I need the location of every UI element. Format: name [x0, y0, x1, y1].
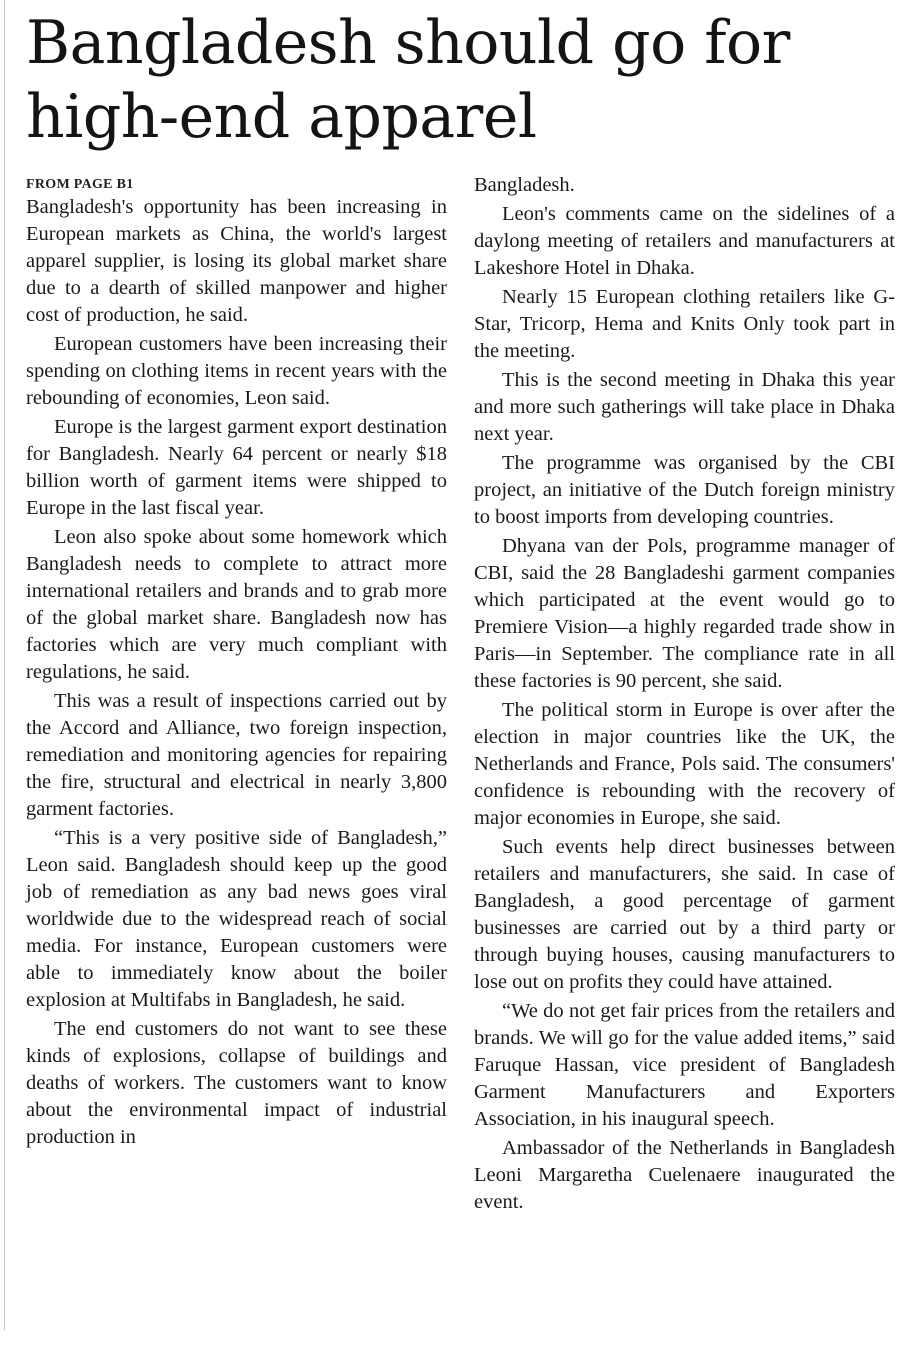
left-margin-rule: [4, 0, 5, 1330]
jump-line: FROM PAGE B1: [26, 177, 134, 192]
headline: Bangladesh should go for high-end apparel: [26, 8, 790, 152]
paragraph: European customers have been increasing their spending on clothing items in recent years with the rebounding of economies, Leon said.: [26, 333, 447, 409]
paragraph: Leon's comments came on the sidelines of a daylong meeting of retailers and manufacturers at Lakeshore Hotel in Dhaka.: [474, 203, 895, 279]
paragraph: Such events help direct businesses between retailers and manufacturers, she said. In case of Bangladesh, a good percentage of garment businesses are carried out by a third party or through buying houses, causing manufacturers to lose out on profits they could have attained.: [474, 836, 895, 993]
paragraph: The programme was organised by the CBI project, an initiative of the Dutch foreign ministry to boost imports from developing countries.: [474, 452, 895, 528]
paragraph: Bangladesh's opportunity has been increasing in European markets as China, the world's largest apparel supplier, is losing its global market share due to a dearth of skilled manpower and higher cost of production, he said.: [26, 196, 447, 326]
paragraph: “We do not get fair prices from the retailers and brands. We will go for the value added items,” said Faruque Hassan, vice president of Bangladesh Garment Manufacturers and Exporters Association, in his inaugural speech.: [474, 1000, 895, 1130]
paragraph: “This is a very positive side of Bangladesh,” Leon said. Bangladesh should keep up the good job of remediation as any bad news goes viral worldwide due to the widespread reach of social media. For instance, European customers were able to immediately know about the boiler explosion at Multifabs in Bangladesh, he said.: [26, 827, 447, 1011]
paragraph: The political storm in Europe is over after the election in major countries like the UK, the Netherlands and France, Pols said. The consumers' confidence is rebounding with the recovery of major economies in Europe, she said.: [474, 699, 895, 829]
right-column: [474, 172, 895, 1218]
left-column: [26, 172, 447, 1153]
paragraph: The end customers do not want to see these kinds of explosions, collapse of buildings and deaths of workers. The customers want to know about the environmental impact of industrial production in: [26, 1018, 447, 1148]
paragraph: Ambassador of the Netherlands in Bangladesh Leoni Margaretha Cuelenaere inaugurated the event.: [474, 1137, 895, 1213]
paragraph: Leon also spoke about some homework which Bangladesh needs to complete to attract more international retailers and brands and to grab more of the global market share. Bangladesh now has factories which are very much compliant with regulations, he said.: [26, 526, 447, 683]
paragraph: Nearly 15 European clothing retailers like G-Star, Tricorp, Hema and Knits Only took part in the meeting.: [474, 286, 895, 362]
paragraph: Dhyana van der Pols, programme manager of CBI, said the 28 Bangladeshi garment companies which participated at the event would go to Premiere Vision—a highly regarded trade show in Paris—in September. The compliance rate in all these factories is 90 percent, she said.: [474, 535, 895, 692]
paragraph: Europe is the largest garment export destination for Bangladesh. Nearly 64 percent or nearly $18 billion worth of garment items were shipped to Europe in the last fiscal year.: [26, 416, 447, 519]
paragraph: This was a result of inspections carried out by the Accord and Alliance, two foreign inspection, remediation and monitoring agencies for repairing the fire, structural and electrical in nearly 3,800 garment factories.: [26, 690, 447, 820]
paragraph: This is the second meeting in Dhaka this year and more such gatherings will take place in Dhaka next year.: [474, 369, 895, 445]
paragraph-continuation: Bangladesh.: [474, 174, 575, 196]
